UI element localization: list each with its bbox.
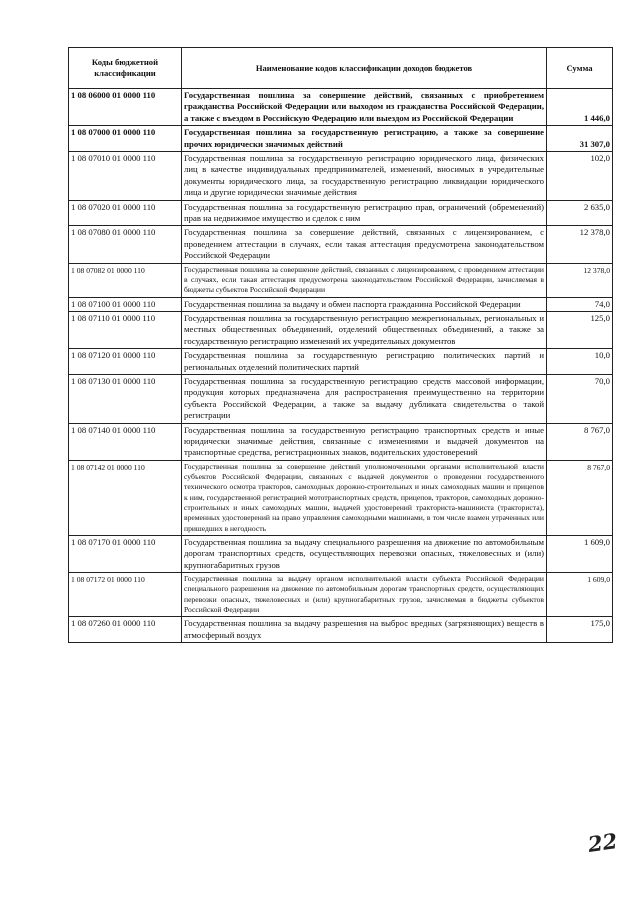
header-name: Наименование кодов классификации доходов бюджетов: [182, 48, 547, 89]
name-cell: Государственная пошлина за государственную регистрацию, а также за совершение прочих юридически значимых действий: [182, 126, 547, 152]
name-cell: Государственная пошлина за совершение действий, связанных с лицензированием, с проведением аттестации в случаях, если такая аттестация предусмотрена законодательством Российской Федерации, зачисляемая в бюджеты субъектов Российской Федерации: [182, 263, 547, 297]
code-cell: 1 08 07142 01 0000 110: [69, 460, 182, 535]
code-cell: 1 08 07000 01 0000 110: [69, 126, 182, 152]
table-row: [69, 573, 613, 617]
table-header-row: [69, 48, 613, 89]
sum-cell: 102,0: [547, 152, 613, 201]
name-cell: Государственная пошлина за государственную регистрацию транспортных средств и иные юридически значимые действия, связанные с изменениями и выдачей документов на транспортные средства, регистрационных знаков, водительских удостоверений: [182, 423, 547, 460]
code-cell: 1 08 07082 01 0000 110: [69, 263, 182, 297]
sum-cell: 125,0: [547, 311, 613, 348]
header-code: Коды бюджетной классификации: [69, 48, 182, 89]
code-cell: 1 08 07120 01 0000 110: [69, 349, 182, 375]
table-row: [69, 617, 613, 643]
table-row: [69, 349, 613, 375]
sum-cell: 1 609,0: [547, 535, 613, 572]
name-cell: Государственная пошлина за государственную регистрацию межрегиональных, региональных и местных общественных объединений, отделений общественных объединений, а также за государственную регистрацию изменений их учредительных документов: [182, 311, 547, 348]
name-cell: Государственная пошлина за государственную регистрацию юридического лица, физических лиц в качестве индивидуальных предпринимателей, изменений, вносимых в учредительные документы юридического лица, за государственную регистрацию ликвидации юридического лица и другие юридически значимые действия: [182, 152, 547, 201]
sum-cell: 74,0: [547, 297, 613, 311]
code-cell: 1 08 07110 01 0000 110: [69, 311, 182, 348]
header-sum: Сумма: [547, 48, 613, 89]
table-row: [69, 200, 613, 226]
code-cell: 1 08 07080 01 0000 110: [69, 226, 182, 263]
code-cell: 1 08 07170 01 0000 110: [69, 535, 182, 572]
code-cell: 1 08 07010 01 0000 110: [69, 152, 182, 201]
code-cell: 1 08 07100 01 0000 110: [69, 297, 182, 311]
code-cell: 1 08 07130 01 0000 110: [69, 375, 182, 424]
table-row: [69, 311, 613, 348]
table-row: [69, 460, 613, 535]
sum-cell: 2 635,0: [547, 200, 613, 226]
table-row: [69, 535, 613, 572]
name-cell: Государственная пошлина за государственную регистрацию политических партий и региональных отделений политических партий: [182, 349, 547, 375]
code-cell: 1 08 07020 01 0000 110: [69, 200, 182, 226]
table-row: [69, 375, 613, 424]
table-row: [69, 89, 613, 126]
table-row: [69, 226, 613, 263]
sum-cell: 31 307,0: [547, 126, 613, 152]
table-row: [69, 263, 613, 297]
code-cell: 1 08 06000 01 0000 110: [69, 89, 182, 126]
sum-cell: 1 609,0: [547, 573, 613, 617]
name-cell: Государственная пошлина за государственную регистрацию средств массовой информации, продукция которых предназначена для распространения преимущественно на территории субъекта Российской Федерации, а также за выдачу дубликата свидетельства о такой регистрации: [182, 375, 547, 424]
table-row: [69, 423, 613, 460]
name-cell: Государственная пошлина за совершение действий уполномоченными органами исполнительной власти субъектов Российской Федерации, связанных с выдачей документов о проведении государственного технического осмотра тракторов, самоходных дорожно-строительных и иных самоходных машин и прицепов к ним, государственной регистрацией мототранспортных средств, прицепов, тракторов, самоходных дорожно-строительных и иных самоходных машин, выдачей удостоверений тракториста-машиниста (тракториста), временных удостоверений на право управления самоходными машинами, в том числе взамен утраченных или пришедших в негодность: [182, 460, 547, 535]
code-cell: 1 08 07140 01 0000 110: [69, 423, 182, 460]
sum-cell: 8 767,0: [547, 423, 613, 460]
name-cell: Государственная пошлина за государственную регистрацию прав, ограничений (обременений) прав на недвижимое имущество и сделок с ним: [182, 200, 547, 226]
table-row: [69, 297, 613, 311]
name-cell: Государственная пошлина за совершение действий, связанных с лицензированием, с проведением аттестации в случаях, если такая аттестация предусмотрена законодательством Российской Федерации: [182, 226, 547, 263]
name-cell: Государственная пошлина за выдачу специального разрешения на движение по автомобильным дорогам транспортных средств, осуществляющих перевозки опасных, тяжеловесных и (или) крупногабаритных грузов: [182, 535, 547, 572]
sum-cell: 175,0: [547, 617, 613, 643]
code-cell: 1 08 07260 01 0000 110: [69, 617, 182, 643]
table-body: [69, 89, 613, 643]
budget-revenue-table: [68, 47, 613, 643]
sum-cell: 10,0: [547, 349, 613, 375]
sum-cell: 8 767,0: [547, 460, 613, 535]
table-row: [69, 126, 613, 152]
name-cell: Государственная пошлина за совершение действий, связанных с приобретением гражданства Российской Федерации или выходом из гражданства Российской Федерации, а также с въездом в Российскую Федерацию или выездом из Российской Федерации: [182, 89, 547, 126]
page-number: 22: [586, 828, 619, 857]
name-cell: Государственная пошлина за выдачу разрешения на выброс вредных (загрязняющих) веществ в атмосферный воздух: [182, 617, 547, 643]
sum-cell: 1 446,0: [547, 89, 613, 126]
name-cell: Государственная пошлина за выдачу органом исполнительной власти субъекта Российской Федерации специального разрешения на движение по автомобильным дорогам транспортных средств, осуществляющих перевозки опасных, тяжеловесных и (или) крупногабаритных грузов, зачисляемая в бюджеты субъектов Российской Федерации: [182, 573, 547, 617]
table-row: [69, 152, 613, 201]
name-cell: Государственная пошлина за выдачу и обмен паспорта гражданина Российской Федерации: [182, 297, 547, 311]
sum-cell: 12 378,0: [547, 226, 613, 263]
sum-cell: 70,0: [547, 375, 613, 424]
code-cell: 1 08 07172 01 0000 110: [69, 573, 182, 617]
sum-cell: 12 378,0: [547, 263, 613, 297]
